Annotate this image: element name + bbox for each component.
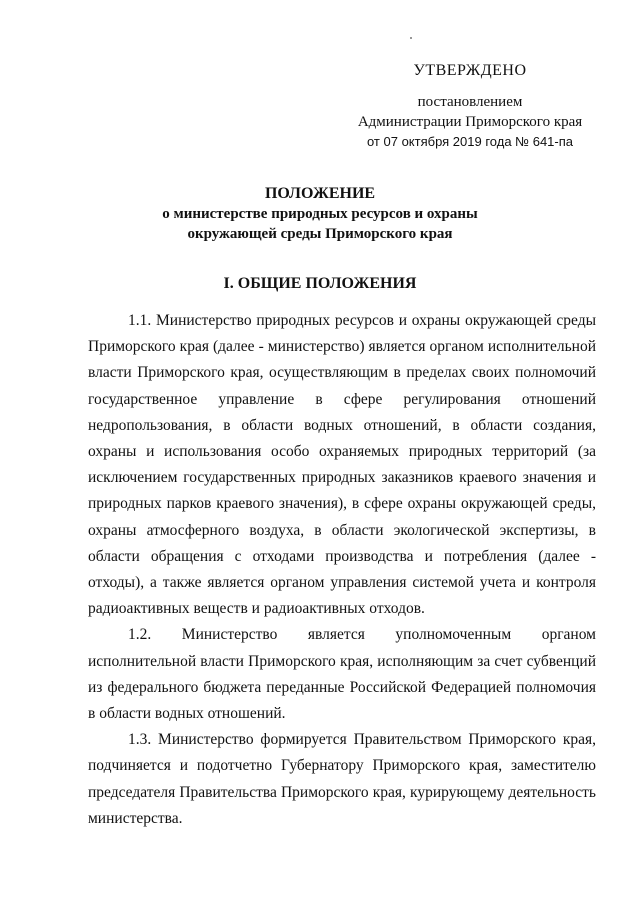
approval-line-3: от 07 октября 2019 года № 641-па — [366, 134, 574, 149]
approval-title: УТВЕРЖДЕНО — [413, 62, 527, 79]
paragraph-1-3: 1.3. Министерство формируется Правительством Приморского края, подчиняется и подотчетно Губернатору Приморского края, заместителю председателя Правительства Приморского края, курирующему деятельность министерства. — [88, 731, 596, 827]
document-title-line-3: окружающей среды Приморского края — [187, 226, 453, 242]
document-body — [88, 308, 596, 832]
document-title-line-2: о министерстве природных ресурсов и охраны — [162, 206, 478, 222]
paragraph-1-1: 1.1. Министерство природных ресурсов и охраны окружающей среды Приморского края (далее - министерство) является органом исполнительной власти Приморского края, осуществляющим в пределах своих полномочий государственное управление в сфере регулирования отношений недропользования, в области водных отношений, в области создания, охраны и использования особо охраняемых природных территорий (за исключением государственных природных заказников краевого значения и природных парков краевого значения), в сфере охраны окружающей среды, охраны атмосферного воздуха, в области экологической экспертизы, в области обращения с отходами производства и потребления (далее - отходы), а также является органом управления системой учета и контроля радиоактивных веществ и радиоактивных отходов. — [88, 312, 596, 618]
document-title-line-1: ПОЛОЖЕНИЕ — [264, 185, 376, 202]
approval-block — [340, 62, 600, 152]
approval-line-2: Администрации Приморского края — [357, 114, 583, 130]
document-title — [60, 184, 580, 244]
approval-line-1: постановлением — [417, 94, 523, 110]
paragraph-1-2: 1.2. Министерство является уполномоченным органом исполнительной власти Приморского края, исполняющим за счет субвенций из федерального бюджета переданные Российской Федерацией полномочия в области водных отношений. — [88, 626, 596, 723]
section-heading: I. ОБЩИЕ ПОЛОЖЕНИЯ — [223, 275, 417, 292]
scan-speck — [410, 37, 412, 39]
